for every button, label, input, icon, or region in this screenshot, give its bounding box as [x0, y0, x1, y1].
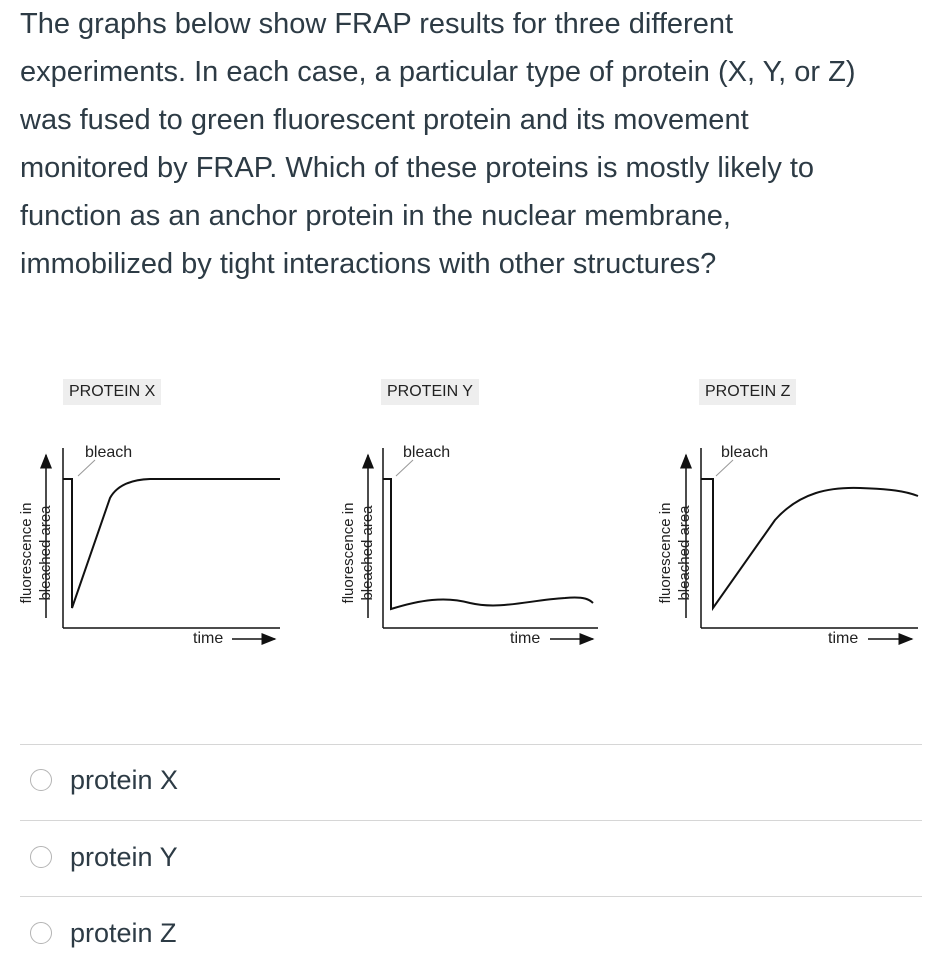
radio-button[interactable] — [30, 769, 52, 791]
frap-figure — [0, 360, 936, 660]
question-text — [20, 0, 920, 288]
y-axis-label — [656, 488, 694, 618]
question-line: immobilized by tight interactions with other structures? — [20, 248, 717, 280]
question-line: The graphs below show FRAP results for three different — [20, 8, 734, 40]
graph-title-z: PROTEIN Z — [699, 379, 796, 405]
bleach-label: bleach — [721, 444, 769, 461]
option-protein-x[interactable] — [30, 760, 178, 800]
y-axis-label — [17, 488, 55, 618]
question-line: experiments. In each case, a particular type of protein (X, Y, or Z) — [20, 56, 856, 88]
graph-protein-y — [368, 448, 598, 639]
radio-button[interactable] — [30, 922, 52, 944]
option-protein-y[interactable] — [30, 837, 178, 877]
graph-protein-x — [46, 448, 280, 639]
frap-curve-x — [63, 479, 280, 608]
frap-curve-y — [383, 479, 593, 609]
option-label: protein X — [70, 764, 179, 795]
option-divider — [20, 820, 922, 821]
y-label-line: fluorescence in — [340, 502, 357, 604]
option-divider — [20, 744, 922, 745]
time-label: time — [828, 630, 859, 647]
bleach-pointer — [78, 460, 95, 476]
question-line: function as an anchor protein in the nuclear membrane, — [20, 200, 731, 232]
bleach-label: bleach — [403, 444, 451, 461]
radio-button[interactable] — [30, 846, 52, 868]
y-label-line: fluorescence in — [18, 502, 35, 604]
frap-curve-z — [701, 479, 918, 608]
frap-graphs-svg — [0, 360, 936, 660]
time-label: time — [510, 630, 541, 647]
question-line: monitored by FRAP. Which of these proteins is mostly likely to — [20, 152, 815, 184]
y-axis-label — [339, 488, 377, 618]
y-label-line: fluorescence in — [657, 502, 674, 604]
graph-protein-z — [686, 448, 918, 639]
bleach-pointer — [396, 460, 413, 476]
option-label: protein Z — [70, 917, 177, 948]
y-label-line: bleached area — [676, 505, 693, 601]
graph-title-x: PROTEIN X — [63, 379, 161, 405]
y-label-line: bleached area — [37, 505, 54, 601]
graph-title-y: PROTEIN Y — [381, 379, 479, 405]
option-divider — [20, 896, 922, 897]
option-label: protein Y — [70, 841, 178, 872]
bleach-label: bleach — [85, 444, 133, 461]
time-label: time — [193, 630, 224, 647]
bleach-pointer — [716, 460, 733, 476]
y-label-line: bleached area — [359, 505, 376, 601]
question-line: was fused to green fluorescent protein and its movement — [20, 104, 749, 136]
option-protein-z[interactable] — [30, 913, 177, 953]
